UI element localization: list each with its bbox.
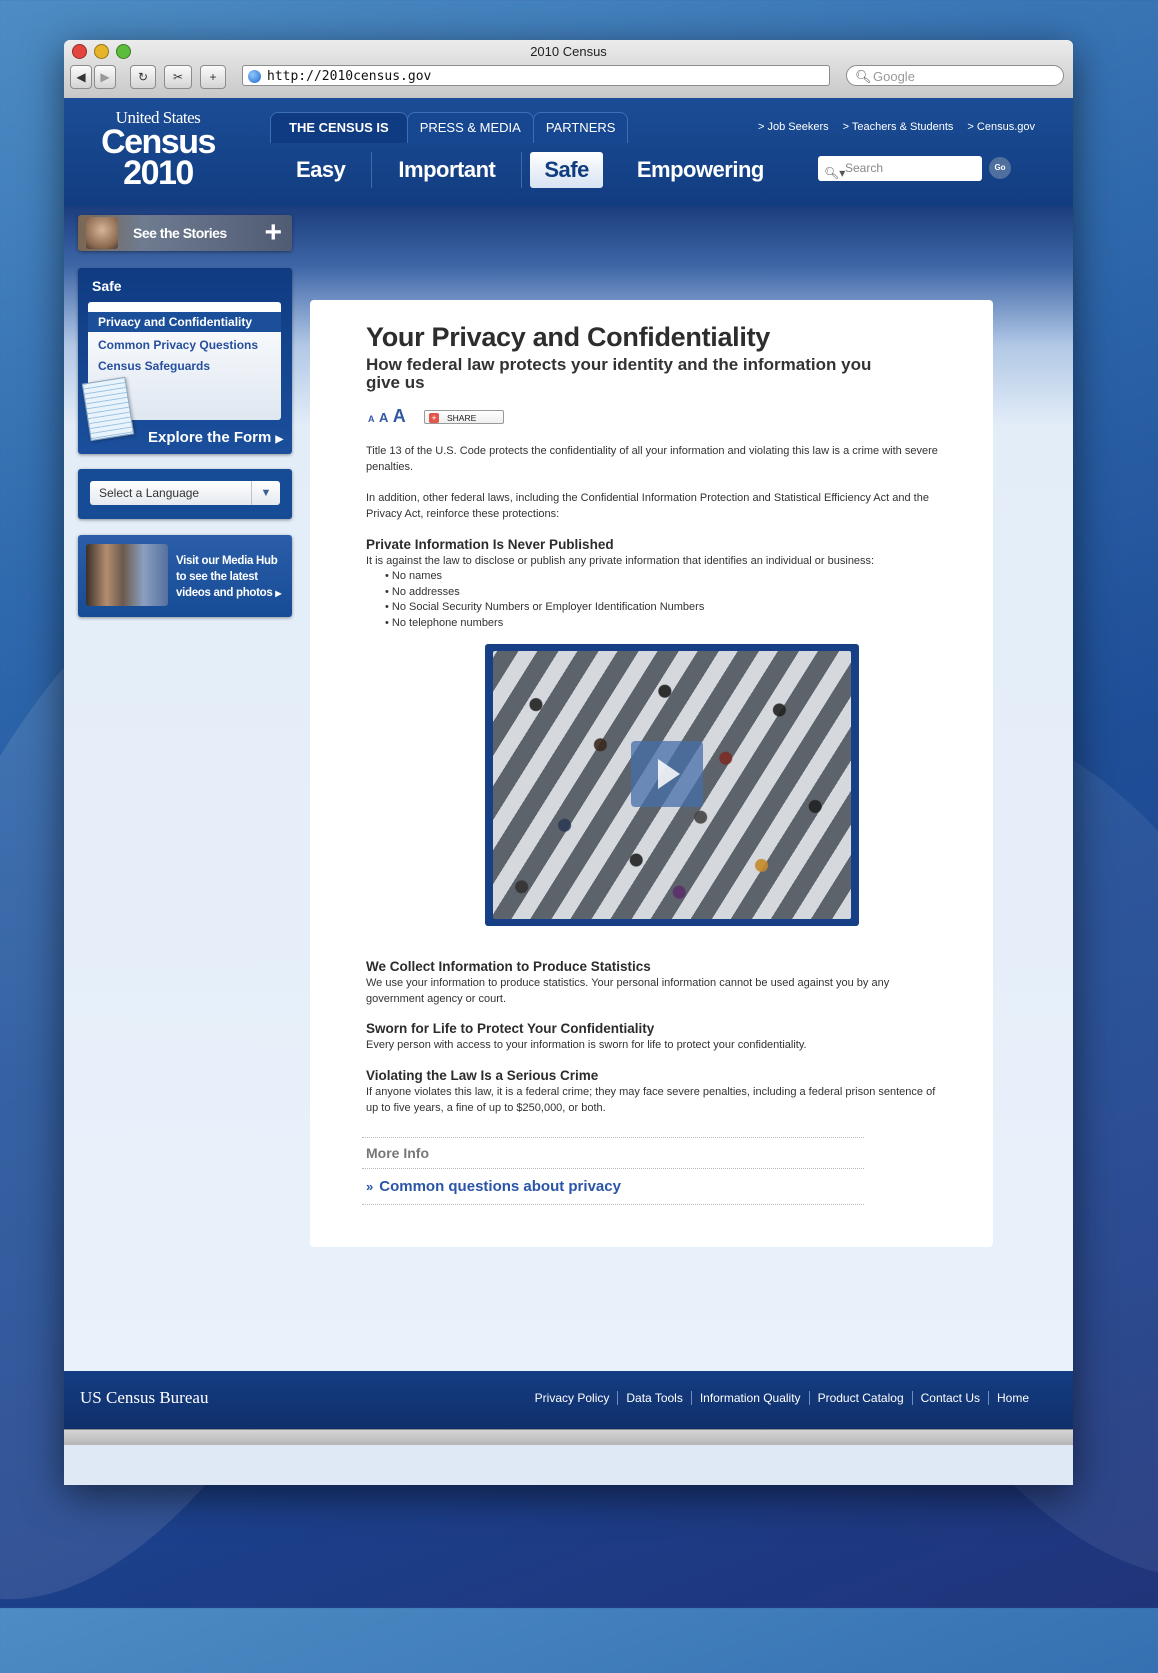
utility-links bbox=[758, 121, 1035, 133]
reload-button[interactable] bbox=[130, 65, 156, 89]
arrow-right-icon: ▶ bbox=[275, 589, 282, 598]
add-bookmark-button[interactable] bbox=[200, 65, 226, 89]
section-text: We use your information to produce statistics. Your personal information cannot be used against you by any government agency or court. bbox=[366, 977, 890, 1005]
section-heading: Violating the Law Is a Serious Crime bbox=[366, 1068, 599, 1083]
footer-link-privacy-policy[interactable]: Privacy Policy bbox=[527, 1391, 619, 1405]
browser-search-field[interactable] bbox=[846, 65, 1064, 86]
census-form-icon bbox=[82, 377, 135, 441]
footer-link-home[interactable]: Home bbox=[996, 1391, 1029, 1405]
tab-partners[interactable]: PARTNERS bbox=[533, 112, 629, 143]
media-hub-promo[interactable] bbox=[78, 535, 292, 617]
language-box bbox=[78, 469, 292, 519]
footer-link-information-quality[interactable]: Information Quality bbox=[692, 1391, 810, 1405]
link-teachers-students[interactable]: > Teachers & Students bbox=[842, 121, 954, 133]
census-logo[interactable] bbox=[94, 108, 222, 192]
logo-line3: 2010 bbox=[123, 154, 193, 192]
section-nav-box bbox=[78, 268, 292, 454]
globe-icon bbox=[248, 70, 261, 83]
arrow-right-icon: ▶ bbox=[275, 434, 284, 445]
section-heading: Sworn for Life to Protect Your Confidentiality bbox=[366, 1021, 655, 1036]
sidebar-item-privacy[interactable]: Privacy and Confidentiality bbox=[88, 312, 281, 332]
font-small-button[interactable]: A bbox=[368, 414, 375, 424]
common-questions-link[interactable] bbox=[362, 1169, 864, 1205]
link-census-gov[interactable]: > Census.gov bbox=[967, 121, 1035, 133]
font-large-button[interactable]: A bbox=[392, 406, 406, 426]
footer-brand: US Census Bureau bbox=[80, 1388, 209, 1407]
nav-important[interactable]: Important bbox=[372, 152, 522, 188]
article-card bbox=[310, 300, 993, 1247]
footer-link-data-tools[interactable]: Data Tools bbox=[618, 1391, 691, 1405]
tab-press-media[interactable]: PRESS & MEDIA bbox=[407, 112, 534, 143]
footer-link-product-catalog[interactable]: Product Catalog bbox=[810, 1391, 913, 1405]
browser-status-bar bbox=[64, 1429, 1073, 1445]
share-button[interactable] bbox=[424, 410, 504, 424]
go-button[interactable]: Go bbox=[989, 157, 1011, 179]
intro-paragraph-2: In addition, other federal laws, including the Confidential Information Protection and Statistical Efficiency Act and the Privacy Act, reinforce these protections: bbox=[366, 492, 929, 520]
search-icon: 🔍︎▾ bbox=[824, 166, 846, 180]
browser-search-placeholder: Google bbox=[873, 69, 915, 84]
see-the-stories-label: See the Stories bbox=[133, 225, 227, 241]
explore-the-form-link[interactable] bbox=[148, 429, 283, 446]
list-item: • No telephone numbers bbox=[385, 616, 704, 632]
section-text: It is against the law to disclose or publish any private information that identifies an individual or business: bbox=[366, 555, 875, 567]
language-select-value: Select a Language bbox=[99, 486, 200, 500]
top-tabs bbox=[270, 112, 627, 143]
nav-easy[interactable]: Easy bbox=[270, 152, 372, 188]
double-chevron-icon: » bbox=[366, 1179, 374, 1194]
font-medium-button[interactable]: A bbox=[378, 410, 389, 425]
back-arrow-icon: ◀ bbox=[76, 70, 86, 84]
section-heading: We Collect Information to Produce Statistics bbox=[366, 959, 651, 974]
explore-label: Explore the Form bbox=[148, 429, 272, 446]
tab-the-census-is[interactable]: THE CENSUS IS bbox=[270, 112, 408, 143]
language-select[interactable] bbox=[90, 481, 280, 505]
list-item: • No Social Security Numbers or Employer Identification Numbers bbox=[385, 600, 704, 616]
see-the-stories-banner[interactable] bbox=[78, 215, 292, 251]
browser-window bbox=[64, 40, 1073, 1485]
plus-icon: + bbox=[209, 70, 217, 84]
section-nav-title: Safe bbox=[92, 278, 122, 294]
page-content bbox=[64, 206, 1073, 1382]
page-title: Your Privacy and Confidentiality bbox=[366, 322, 770, 352]
window-title: 2010 Census bbox=[530, 44, 607, 59]
logo-line2: Census bbox=[101, 123, 215, 161]
site-header bbox=[64, 98, 1073, 206]
chevron-down-icon: ▼ bbox=[251, 481, 280, 505]
list-item: • No addresses bbox=[385, 585, 704, 601]
intro-paragraph-1: Title 13 of the U.S. Code protects the confidentiality of all your information and violating this law is a crime with severe penalties. bbox=[366, 445, 938, 473]
section-text: Every person with access to your information is sworn for life to protect your confidentiality. bbox=[366, 1039, 807, 1051]
common-questions-label: Common questions about privacy bbox=[379, 1178, 621, 1195]
section-text: If anyone violates this law, it is a federal crime; they may face severe penalties, including a federal prison sentence of up to five years, a fine of up to $250,000, or both. bbox=[366, 1086, 936, 1114]
more-info-box bbox=[362, 1137, 864, 1205]
main-nav bbox=[270, 148, 790, 192]
site-search-placeholder: Search bbox=[845, 161, 884, 175]
snapback-icon: ✂ bbox=[172, 70, 184, 84]
address-bar[interactable] bbox=[242, 65, 830, 86]
url-text: http://2010census.gov bbox=[267, 69, 432, 84]
more-info-title: More Info bbox=[362, 1138, 864, 1169]
site-footer bbox=[64, 1371, 1073, 1429]
page-subtitle: How federal law protects your identity and the information you give us bbox=[366, 355, 872, 392]
logo-line1: United States bbox=[115, 108, 201, 127]
section-heading: Private Information Is Never Published bbox=[366, 537, 614, 552]
nav-empowering[interactable]: Empowering bbox=[636, 157, 764, 182]
media-hub-label: Visit our Media Hub to see the latest videos and photos bbox=[176, 555, 278, 599]
link-job-seekers[interactable]: > Job Seekers bbox=[758, 121, 829, 133]
forward-arrow-icon: ▶ bbox=[100, 70, 110, 84]
footer-links bbox=[527, 1391, 1029, 1405]
share-label: SHARE bbox=[447, 413, 477, 423]
media-hub-photo bbox=[86, 544, 168, 606]
footer-link-contact-us[interactable]: Contact Us bbox=[913, 1391, 989, 1405]
back-button[interactable] bbox=[70, 65, 92, 89]
video-player[interactable] bbox=[485, 644, 859, 926]
list-item: • No names bbox=[385, 569, 704, 585]
media-hub-text bbox=[176, 553, 286, 602]
font-size-controls bbox=[368, 406, 406, 427]
browser-titlebar bbox=[64, 40, 1073, 99]
play-icon[interactable] bbox=[631, 741, 703, 807]
nav-safe[interactable]: Safe bbox=[530, 152, 602, 188]
forward-button[interactable] bbox=[94, 65, 116, 89]
sidebar-item-common-questions[interactable]: Common Privacy Questions bbox=[98, 338, 259, 352]
portrait-thumbnail bbox=[86, 217, 118, 249]
sidebar-item-safeguards[interactable]: Census Safeguards bbox=[98, 359, 211, 373]
search-icon: 🔍︎ bbox=[855, 69, 872, 84]
site-search-input[interactable] bbox=[818, 156, 982, 181]
reload-icon: ↻ bbox=[137, 70, 149, 84]
privacy-bullet-list bbox=[385, 569, 704, 631]
share-icon: + bbox=[429, 413, 439, 423]
snapback-button[interactable] bbox=[164, 65, 192, 89]
plus-icon: + bbox=[264, 216, 282, 249]
